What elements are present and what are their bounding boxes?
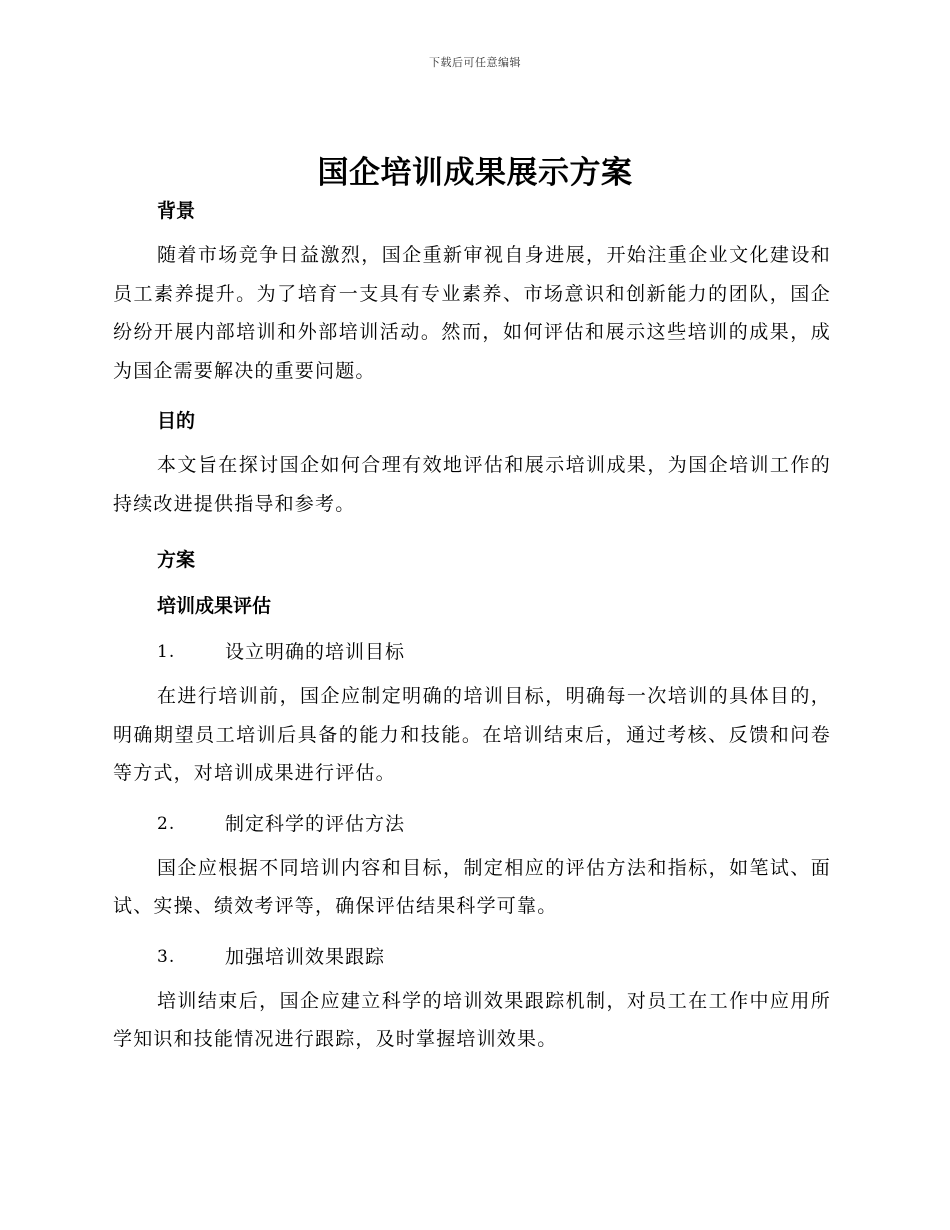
paragraph-item-2: 国企应根据不同培训内容和目标，制定相应的评估方法和指标，如笔试、面试、实操、绩效考评等，确保评估结果科学可靠。: [113, 856, 831, 917]
heading-plan: 方案: [157, 549, 196, 571]
list-item-1: [113, 637, 831, 667]
paragraph-item-1: 在进行培训前，国企应制定明确的培训目标，明确每一次培训的具体目的，明确期望员工培训后具备的能力和技能。在培训结束后，通过考核、反馈和问卷等方式，对培训成果进行评估。: [113, 685, 831, 784]
heading-background: 背景: [157, 200, 196, 222]
list-number: 2.: [157, 813, 176, 834]
list-item-3: [113, 942, 831, 972]
paragraph-item-3: 培训结束后，国企应建立科学的培训效果跟踪机制，对员工在工作中应用所学知识和技能情况进行跟踪，及时掌握培训效果。: [113, 989, 831, 1050]
paragraph-purpose: 本文旨在探讨国企如何合理有效地评估和展示培训成果，为国企培训工作的持续改进提供指导和参考。: [113, 454, 831, 515]
document-body: [113, 196, 831, 1059]
list-item-title: 加强培训效果跟踪: [225, 945, 386, 968]
list-item-title: 制定科学的评估方法: [225, 812, 406, 835]
list-item-2: [113, 809, 831, 839]
list-number: 3.: [157, 946, 176, 967]
heading-purpose: 目的: [157, 410, 196, 432]
document-title: 国企培训成果展示方案: [317, 155, 633, 191]
subheading-evaluation: 培训成果评估: [157, 595, 272, 617]
list-item-title: 设立明确的培训目标: [225, 641, 406, 663]
list-number: 1.: [157, 642, 176, 662]
header-note: 下载后可任意编辑: [429, 56, 521, 69]
paragraph-background: 随着市场竞争日益激烈，国企重新审视自身进展，开始注重企业文化建设和员工素养提升。为了培育一支具有专业素养、市场意识和创新能力的团队，国企纷纷开展内部培训和外部培训活动。然而，如何评估和展示这些培训的成果，成为国企需要解决的重要问题。: [113, 244, 831, 382]
